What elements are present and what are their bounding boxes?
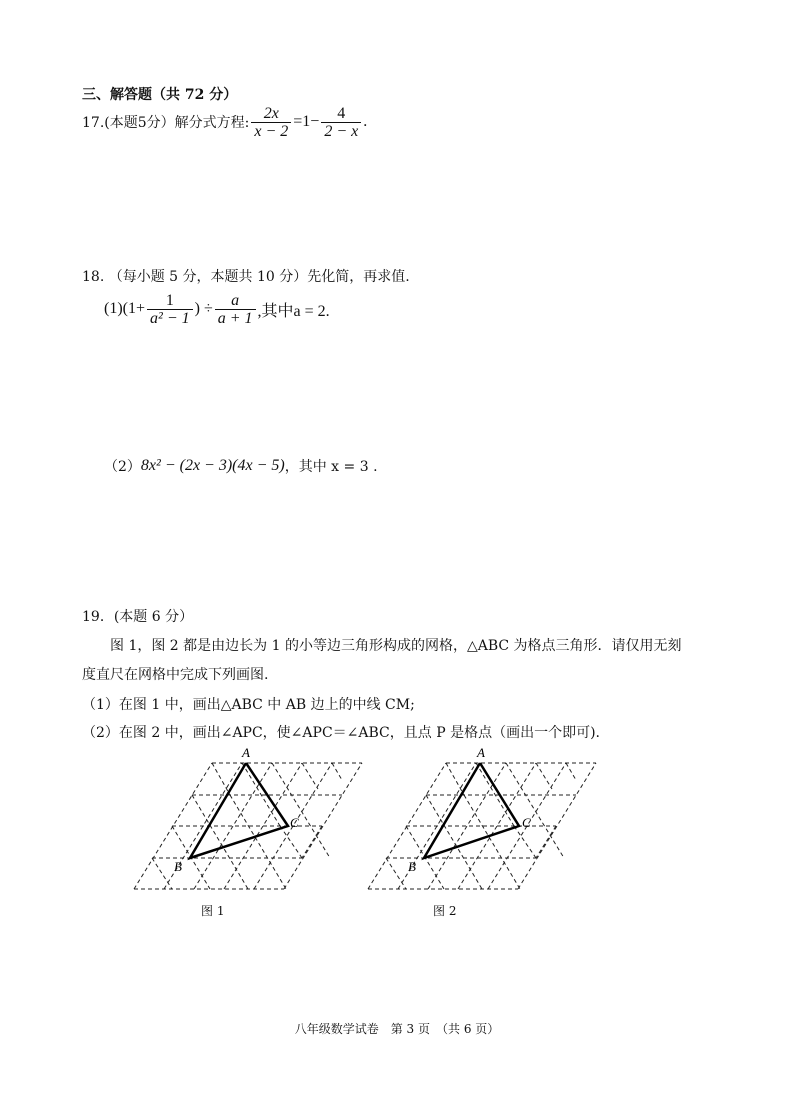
q17-end: . bbox=[363, 113, 368, 130]
q19-line-1: 图 1，图 2 都是由边长为 1 的小等边三角形构成的网格，△ABC 为格点三角形．请仅用无刻 bbox=[110, 638, 682, 654]
q18-p1-frac2-denominator: a + 1 bbox=[217, 309, 253, 327]
q17-label: 17.(本题5分）解分式方程: bbox=[82, 115, 250, 131]
q18-p2-end: ，其中 x = 3 . bbox=[284, 459, 378, 475]
q18-part-2 bbox=[104, 456, 378, 476]
q18-p1-frac1-denominator: a² − 1 bbox=[150, 309, 190, 327]
triangle-abc bbox=[424, 763, 519, 858]
q17-frac1-numerator: 2x bbox=[251, 105, 291, 123]
fig1-point-b: B bbox=[174, 859, 182, 874]
q18-p1-prefix: (1)(1+ bbox=[104, 300, 146, 317]
q17-frac1-denominator: x − 2 bbox=[254, 122, 289, 140]
q18-p2-expression: 8x² − (2x − 3)(4x − 5) bbox=[140, 457, 285, 474]
q19-line-2: 度直尺在网格中完成下列画图. bbox=[82, 667, 269, 683]
q17-frac2-denominator: 2 − x bbox=[324, 122, 359, 140]
q19-line-3: （1）在图 1 中，画出△ABC 中 AB 边上的中线 CM; bbox=[82, 697, 415, 713]
q18-p1-fraction-1 bbox=[147, 292, 193, 327]
q18-p1-frac1-numerator: 1 bbox=[147, 292, 193, 310]
q18-part-1 bbox=[104, 287, 330, 331]
q18-p1-frac2-numerator: a bbox=[215, 292, 256, 310]
q18-label: 18. （每小题 5 分，本题共 10 分）先化简，再求值. bbox=[82, 269, 410, 285]
figure-1-grid bbox=[130, 745, 370, 895]
figure-2-caption: 图 2 bbox=[433, 904, 457, 918]
fig2-point-a: A bbox=[477, 745, 485, 760]
q17-middle: =1− bbox=[293, 113, 320, 130]
grid-lines bbox=[134, 763, 362, 889]
q18-p1-middle: ) ÷ bbox=[194, 300, 213, 317]
q18-p2-label: （2） bbox=[104, 459, 141, 475]
q19-line-4: （2）在图 2 中，画出∠APC，使∠APC＝∠ABC，且点 P 是格点（画出一个即可). bbox=[82, 725, 600, 741]
q17-fraction-1 bbox=[251, 105, 291, 140]
q17-frac2-numerator: 4 bbox=[321, 105, 361, 123]
page-footer: 八年级数学试卷 第 3 页 （共 6 页） bbox=[294, 1022, 500, 1036]
q17-fraction-2 bbox=[321, 105, 361, 140]
fig1-point-a: A bbox=[242, 745, 250, 760]
fig2-point-c: C bbox=[522, 815, 531, 830]
figure-2-grid bbox=[364, 745, 604, 895]
q18-p1-fraction-2 bbox=[215, 292, 256, 327]
grid-lines bbox=[368, 763, 596, 889]
figure-1-caption: 图 1 bbox=[201, 904, 225, 918]
section-heading: 三、解答题（共 72 分） bbox=[82, 87, 238, 103]
q19-label: 19．(本题 6 分） bbox=[82, 609, 194, 625]
q18-p1-end: ,其中a = 2. bbox=[257, 302, 330, 320]
fig2-point-b: B bbox=[408, 859, 416, 874]
fig1-point-c: C bbox=[290, 815, 299, 830]
question-17 bbox=[82, 100, 367, 144]
